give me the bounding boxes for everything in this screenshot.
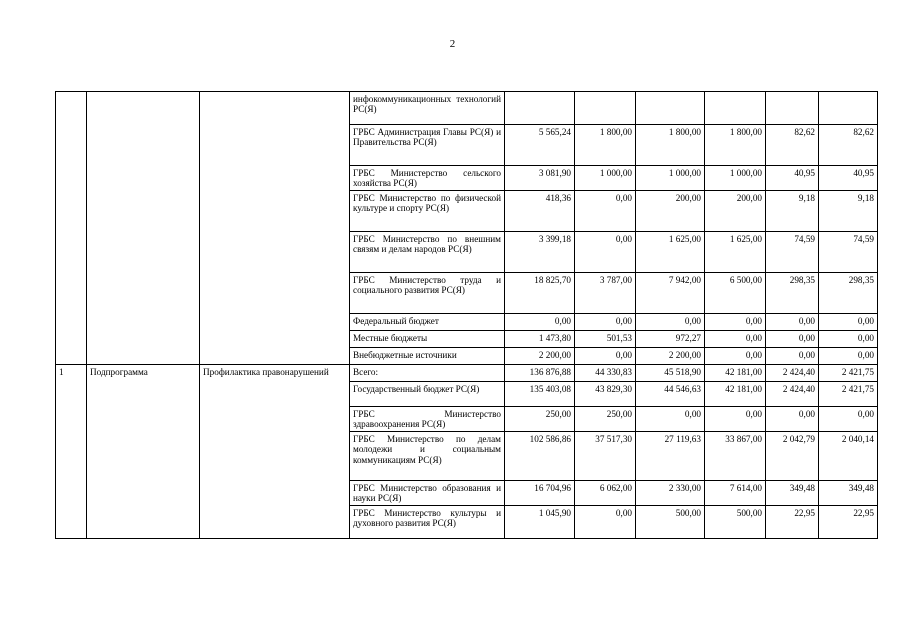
- value-cell: 2 200,00: [636, 348, 705, 365]
- value-cell: 42 181,00: [705, 382, 766, 407]
- subprogram-kind: Подпрограмма: [87, 365, 200, 539]
- value-cell: 82,62: [766, 125, 819, 166]
- value-cell: 500,00: [636, 506, 705, 539]
- value-cell: 45 518,90: [636, 365, 705, 382]
- page-number: 2: [449, 38, 456, 50]
- value-cell: 0,00: [819, 407, 878, 432]
- value-cell: [819, 92, 878, 125]
- value-cell: 0,00: [505, 314, 575, 331]
- value-cell: 33 867,00: [705, 432, 766, 481]
- value-cell: [636, 92, 705, 125]
- value-cell: 2 421,75: [819, 365, 878, 382]
- value-cell: 1 045,90: [505, 506, 575, 539]
- row-description: Всего:: [350, 365, 505, 382]
- value-cell: 44 546,63: [636, 382, 705, 407]
- row-description: ГРБС Министерство по физической культуре и спорту РС(Я): [350, 191, 505, 232]
- value-cell: 0,00: [705, 331, 766, 348]
- value-cell: 0,00: [575, 232, 636, 273]
- value-cell: 0,00: [636, 314, 705, 331]
- row-description: ГРБС Министерство здравоохранения РС(Я): [350, 407, 505, 432]
- value-cell: 298,35: [819, 273, 878, 314]
- value-cell: 3 787,00: [575, 273, 636, 314]
- empty-cell: [200, 92, 350, 365]
- value-cell: 7 614,00: [705, 481, 766, 506]
- row-description: Внебюджетные источники: [350, 348, 505, 365]
- value-cell: 37 517,30: [575, 432, 636, 481]
- value-cell: 74,59: [819, 232, 878, 273]
- row-description: ГРБС Министерство труда и социального развития РС(Я): [350, 273, 505, 314]
- value-cell: 1 800,00: [636, 125, 705, 166]
- value-cell: 1 625,00: [705, 232, 766, 273]
- subprogram-name: Профилактика правонарушений: [200, 365, 350, 539]
- empty-cell: [87, 92, 200, 365]
- subprogram-number: 1: [56, 365, 87, 539]
- value-cell: 1 473,80: [505, 331, 575, 348]
- value-cell: 44 330,83: [575, 365, 636, 382]
- value-cell: 298,35: [766, 273, 819, 314]
- value-cell: 22,95: [766, 506, 819, 539]
- row-description: ГРБС Министерство сельского хозяйства РС(Я): [350, 166, 505, 191]
- value-cell: 0,00: [766, 348, 819, 365]
- value-cell: 0,00: [575, 314, 636, 331]
- value-cell: 82,62: [819, 125, 878, 166]
- value-cell: 0,00: [705, 407, 766, 432]
- value-cell: 200,00: [636, 191, 705, 232]
- value-cell: 1 800,00: [575, 125, 636, 166]
- value-cell: 0,00: [819, 331, 878, 348]
- value-cell: 7 942,00: [636, 273, 705, 314]
- value-cell: 135 403,08: [505, 382, 575, 407]
- value-cell: 18 825,70: [505, 273, 575, 314]
- value-cell: 2 330,00: [636, 481, 705, 506]
- value-cell: 0,00: [705, 314, 766, 331]
- value-cell: 5 565,24: [505, 125, 575, 166]
- value-cell: 0,00: [575, 191, 636, 232]
- value-cell: 27 119,63: [636, 432, 705, 481]
- value-cell: 1 625,00: [636, 232, 705, 273]
- row-description: Местные бюджеты: [350, 331, 505, 348]
- value-cell: 0,00: [636, 407, 705, 432]
- row-description: Государственный бюджет РС(Я): [350, 382, 505, 407]
- value-cell: 2 424,40: [766, 382, 819, 407]
- value-cell: 6 500,00: [705, 273, 766, 314]
- value-cell: 74,59: [766, 232, 819, 273]
- value-cell: 3 399,18: [505, 232, 575, 273]
- row-description: ГРБС Администрация Главы РС(Я) и Правительства РС(Я): [350, 125, 505, 166]
- value-cell: 2 042,79: [766, 432, 819, 481]
- value-cell: 2 424,40: [766, 365, 819, 382]
- value-cell: 42 181,00: [705, 365, 766, 382]
- value-cell: 501,53: [575, 331, 636, 348]
- table-body: [56, 92, 878, 539]
- empty-cell: [56, 92, 87, 365]
- value-cell: 0,00: [766, 314, 819, 331]
- value-cell: 0,00: [575, 348, 636, 365]
- value-cell: 1 000,00: [636, 166, 705, 191]
- value-cell: 2 040,14: [819, 432, 878, 481]
- value-cell: 1 000,00: [575, 166, 636, 191]
- row-description: ГРБС Министерство культуры и духовного развития РС(Я): [350, 506, 505, 539]
- value-cell: 16 704,96: [505, 481, 575, 506]
- value-cell: 0,00: [766, 407, 819, 432]
- value-cell: 2 421,75: [819, 382, 878, 407]
- value-cell: 418,36: [505, 191, 575, 232]
- value-cell: [766, 92, 819, 125]
- value-cell: 250,00: [505, 407, 575, 432]
- value-cell: 972,27: [636, 331, 705, 348]
- value-cell: 22,95: [819, 506, 878, 539]
- value-cell: 0,00: [705, 348, 766, 365]
- value-cell: 0,00: [575, 506, 636, 539]
- value-cell: 200,00: [705, 191, 766, 232]
- value-cell: 136 876,88: [505, 365, 575, 382]
- value-cell: 0,00: [766, 331, 819, 348]
- row-description: инфокоммуникационных технологий РС(Я): [350, 92, 505, 125]
- value-cell: 2 200,00: [505, 348, 575, 365]
- value-cell: 0,00: [819, 348, 878, 365]
- value-cell: 500,00: [705, 506, 766, 539]
- value-cell: 43 829,30: [575, 382, 636, 407]
- row-description: ГРБС Министерство по делам молодежи и социальным коммуникациям РС(Я): [350, 432, 505, 481]
- row-description: ГРБС Министерство образования и науки РС(Я): [350, 481, 505, 506]
- value-cell: [705, 92, 766, 125]
- value-cell: 250,00: [575, 407, 636, 432]
- value-cell: 40,95: [819, 166, 878, 191]
- value-cell: 0,00: [819, 314, 878, 331]
- value-cell: [505, 92, 575, 125]
- value-cell: 40,95: [766, 166, 819, 191]
- value-cell: 3 081,90: [505, 166, 575, 191]
- budget-table: [55, 91, 878, 539]
- value-cell: 1 800,00: [705, 125, 766, 166]
- value-cell: 349,48: [766, 481, 819, 506]
- value-cell: 6 062,00: [575, 481, 636, 506]
- table-row: [56, 92, 878, 125]
- value-cell: 349,48: [819, 481, 878, 506]
- value-cell: 102 586,86: [505, 432, 575, 481]
- value-cell: [575, 92, 636, 125]
- row-description: ГРБС Министерство по внешним связям и делам народов РС(Я): [350, 232, 505, 273]
- value-cell: 1 000,00: [705, 166, 766, 191]
- value-cell: 9,18: [819, 191, 878, 232]
- row-description: Федеральный бюджет: [350, 314, 505, 331]
- value-cell: 9,18: [766, 191, 819, 232]
- table-row: [56, 365, 878, 382]
